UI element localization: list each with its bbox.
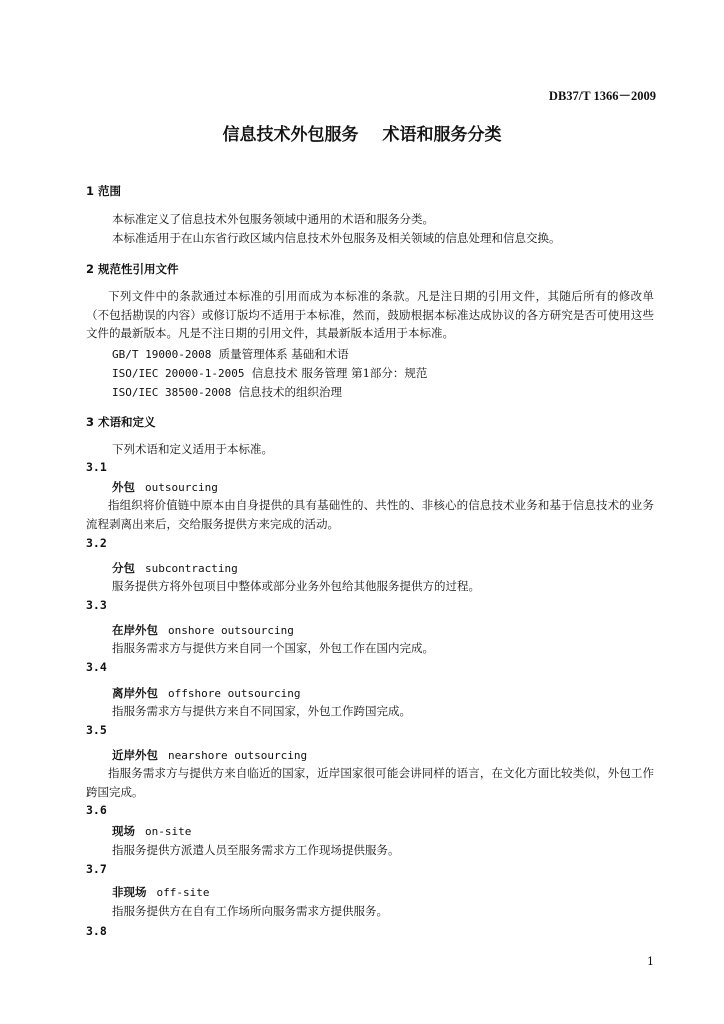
page-number: 1 <box>647 955 654 968</box>
term-number: 3.3 <box>86 598 107 612</box>
term-title: 非现场 off-site <box>112 885 210 899</box>
term-title: 外包 outsourcing <box>112 480 218 494</box>
reference-code: ISO/IEC 20000-1-2005 <box>112 367 245 380</box>
section-3-heading: 3 术语和定义 <box>86 415 156 429</box>
term-definition: 指服务需求方与提供方来自同一个国家，外包工作在国内完成。 <box>112 641 434 655</box>
term-definition: 服务提供方将外包项目中整体或部分业务外包给其他服务提供方的过程。 <box>112 579 480 593</box>
reference-item <box>112 346 349 362</box>
term-title: 现场 on-site <box>112 824 192 838</box>
reference-item <box>112 365 427 381</box>
term-definition: 指服务需求方与提供方来自临近的国家，近岸国家很可能会讲同样的语言，在文化方面比较类似，外包工作跨国完成。 <box>86 766 654 799</box>
section-2-heading: 2 规范性引用文件 <box>86 262 179 276</box>
reference-name: 信息技术 服务管理 第1部分：规范 <box>251 366 428 380</box>
term-number: 3.2 <box>86 536 107 550</box>
term-number: 3.7 <box>86 862 107 876</box>
document-title <box>0 120 724 145</box>
term-number: 3.4 <box>86 660 107 674</box>
reference-name: 质量管理体系 基础和术语 <box>218 347 349 361</box>
section-1-heading: 1 范围 <box>86 184 122 198</box>
term-number: 3.1 <box>86 460 107 474</box>
term-title: 分包 subcontracting <box>112 561 238 575</box>
title-part-1: 信息技术外包服务 <box>222 125 359 145</box>
section-2-para: 下列文件中的条款通过本标准的引用而成为本标准的条款。凡是注日期的引用文件，其随后所有的修改单（不包括勘误的内容）或修订版均不适用于本标准，然而，鼓励根据本标准达成协议的各方研究是否可使用这些文件的最新版本。凡是不注日期的引用文件，其最新版本适用于本标准。 <box>86 289 654 340</box>
term-definition: 指服务提供方在自有工作场所向服务需求方提供服务。 <box>112 904 388 918</box>
reference-code: ISO/IEC 38500-2008 <box>112 386 232 399</box>
reference-item <box>112 384 342 400</box>
title-part-2: 术语和服务分类 <box>382 125 502 145</box>
term-title: 近岸外包 nearshore outsourcing <box>112 748 308 762</box>
term-number: 3.8 <box>86 924 107 938</box>
term-title: 在岸外包 onshore outsourcing <box>112 623 294 637</box>
section-3-intro: 下列术语和定义适用于本标准。 <box>112 442 273 456</box>
reference-code: GB/T 19000-2008 <box>112 348 212 361</box>
term-definition: 指组织将价值链中原本由自身提供的具有基础性的、共性的、非核心的信息技术业务和基于信息技术的业务流程剥离出来后，交给服务提供方来完成的活动。 <box>86 498 654 531</box>
term-title: 离岸外包 offshore outsourcing <box>112 686 301 700</box>
term-definition: 指服务提供方派遣人员至服务需求方工作现场提供服务。 <box>112 843 400 857</box>
standard-number: DB37/T 1366－2009 <box>548 89 656 103</box>
section-1-para-2: 本标准适用于在山东省行政区域内信息技术外包服务及相关领域的信息处理和信息交换。 <box>112 231 561 245</box>
reference-name: 信息技术的组织治理 <box>238 385 343 399</box>
term-number: 3.5 <box>86 723 107 737</box>
term-definition: 指服务需求方与提供方来自不同国家，外包工作跨国完成。 <box>112 704 411 718</box>
term-number: 3.6 <box>86 803 107 817</box>
section-1-para-1: 本标准定义了信息技术外包服务领域中通用的术语和服务分类。 <box>112 212 434 226</box>
